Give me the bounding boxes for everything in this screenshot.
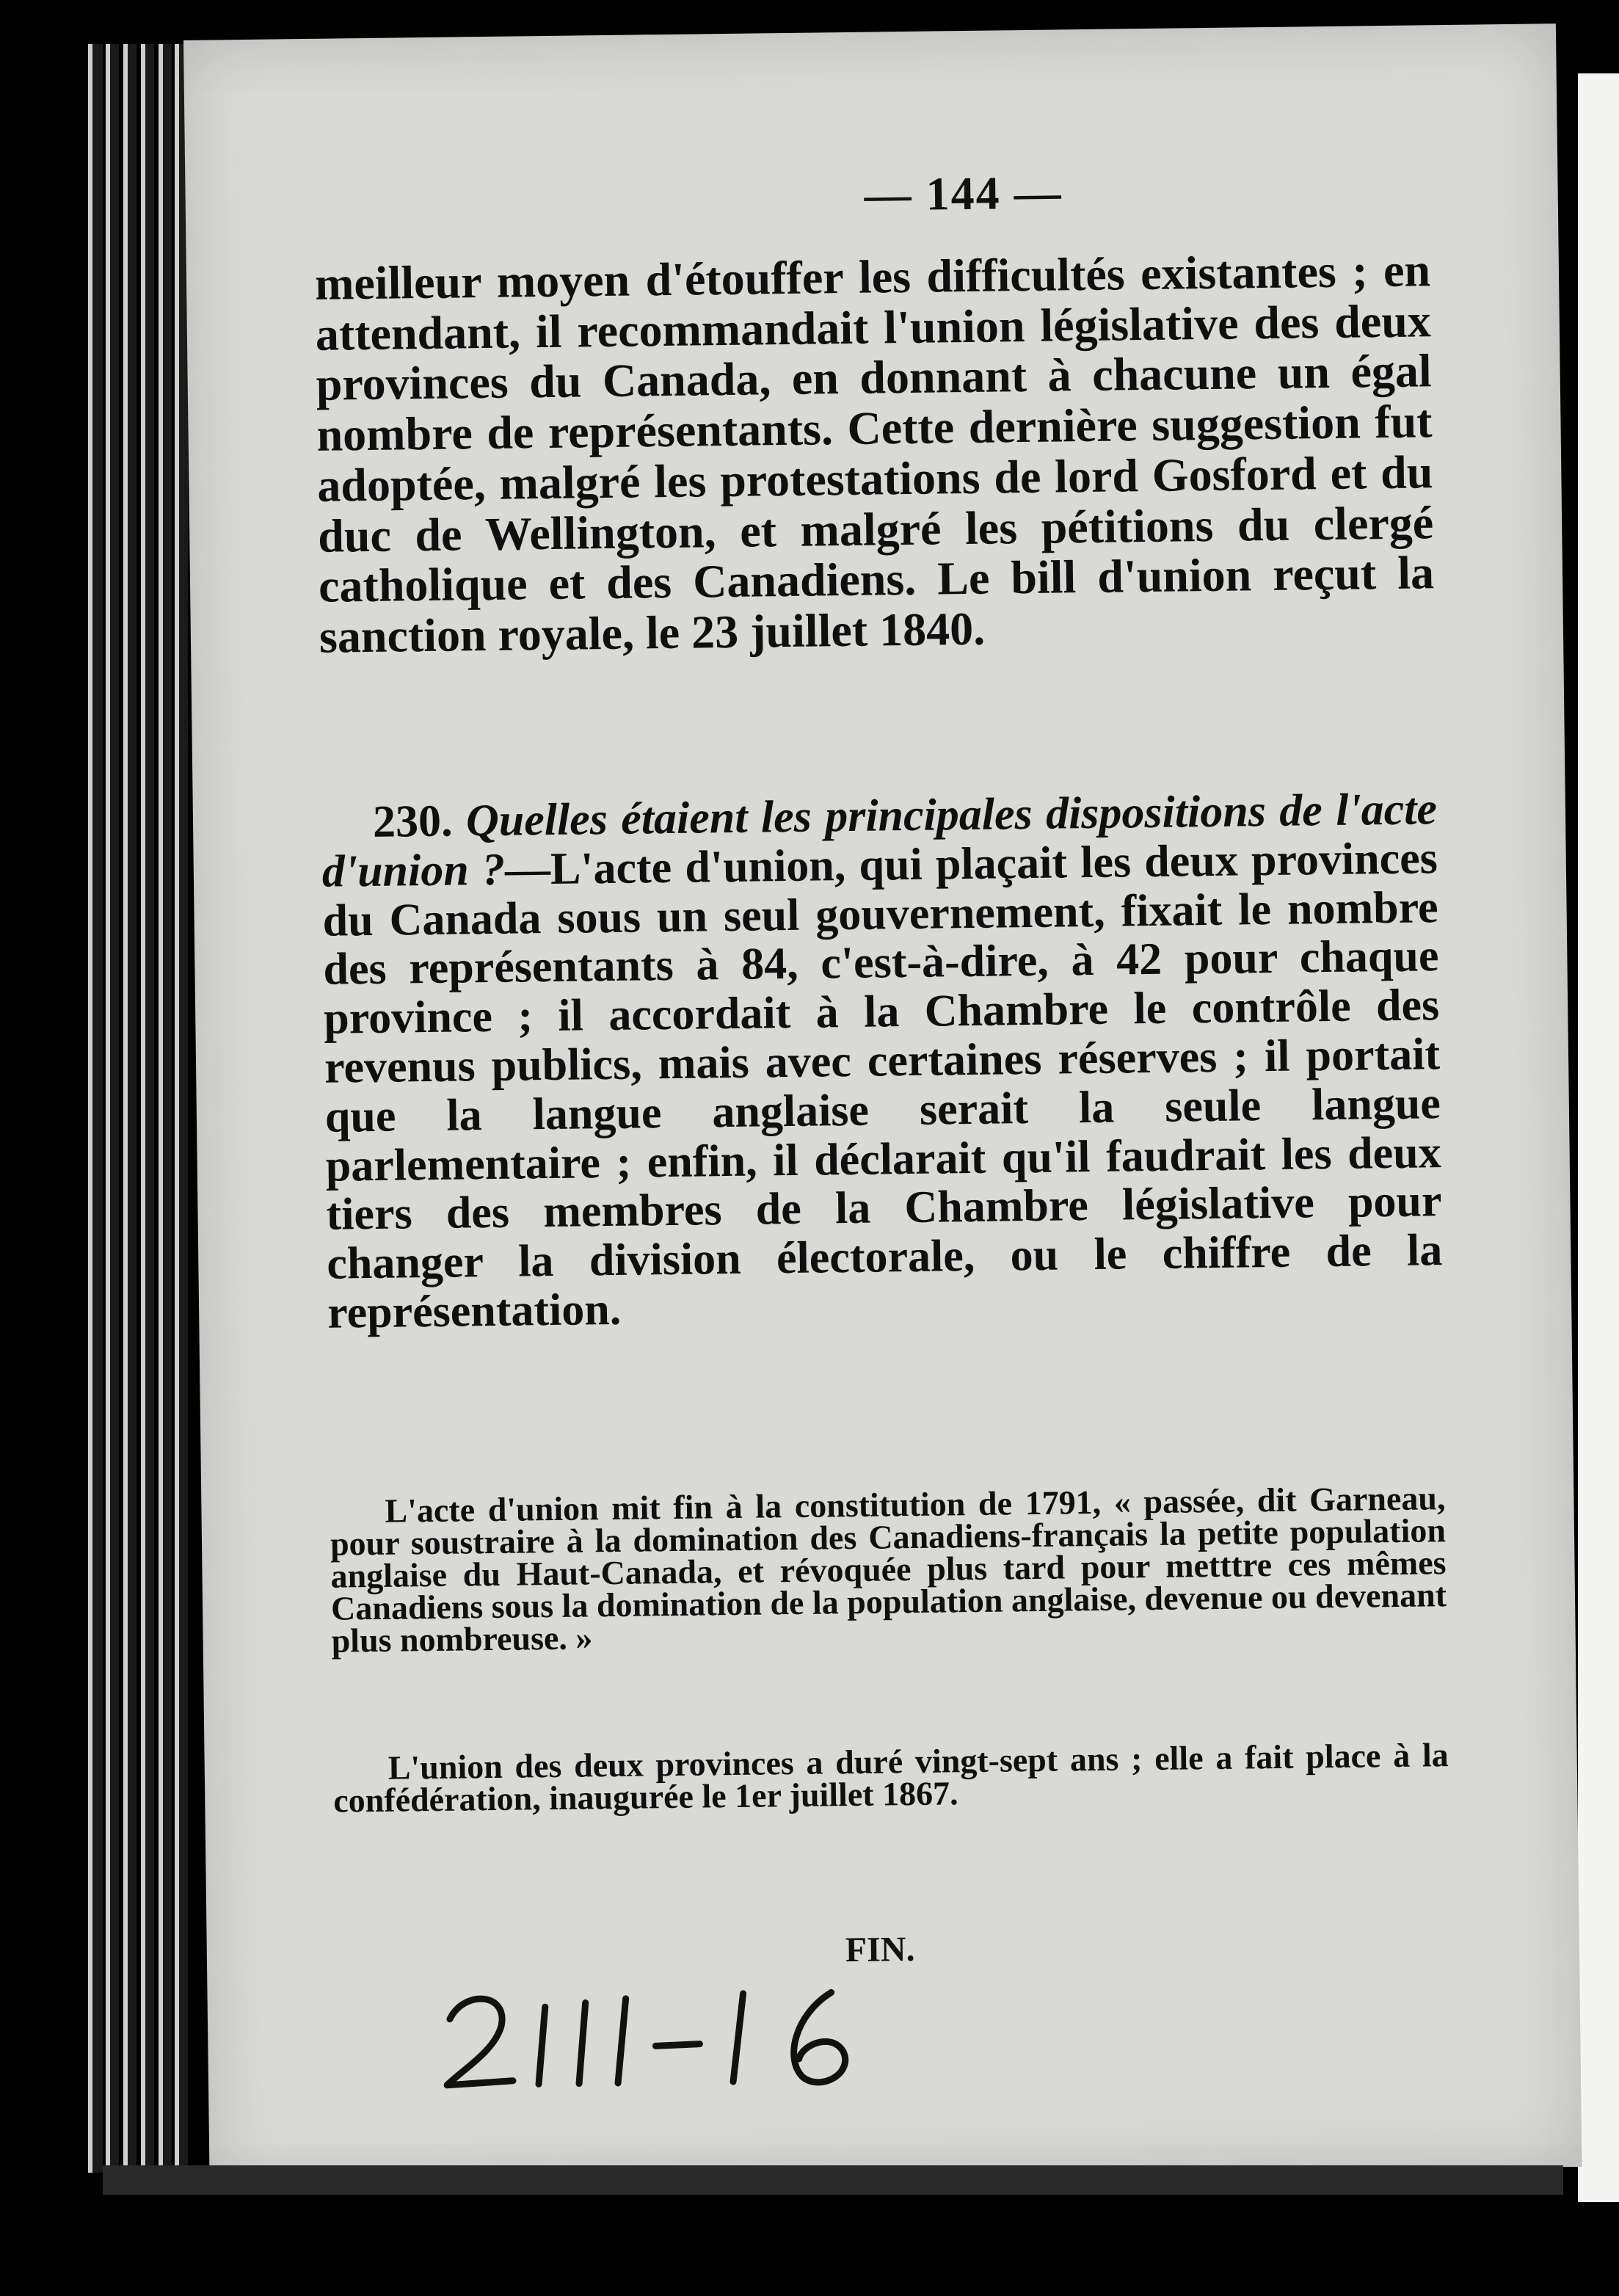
- page-edge: [88, 44, 103, 2173]
- page-edge: [175, 44, 188, 2173]
- page-number: — 144 —: [864, 166, 1063, 221]
- answer-text: —L'acte d'union, qui plaçait les deux provinces du Canada sous un seul gouvernement, fixait le nombre des représentants à 84, c'est-à-dire, à 42 pour chaque province ; il accordait à la Chambre le contrôle des revenus publics, mais avec certaines réserves ; il portait que la langue anglaise serait la seule langue parlementaire ; enfin, il déclarait qu'il faudrait les deux tiers des membres de la Chambre législative pour changer la division électorale, ou le chiffre de la représentation.: [322, 833, 1443, 1338]
- question-number: 230.: [372, 796, 453, 847]
- page-edge: [123, 44, 137, 2173]
- page-edge: [159, 44, 172, 2173]
- book-page: [183, 23, 1582, 2184]
- page-edge: [106, 44, 119, 2173]
- historical-note-confederation: [333, 1736, 1449, 1820]
- page-bottom-shadow: [103, 2165, 1563, 2195]
- page-edge: [141, 44, 154, 2173]
- adjacent-page-edge: [1578, 73, 1619, 2202]
- handwritten-note: [420, 1969, 935, 2101]
- historical-note-garneau: [330, 1479, 1447, 1660]
- fin-marker: FIN.: [845, 1930, 915, 1970]
- note-1-text: L'acte d'union mit fin à la constitution de 1791, « passée, dit Garneau, pour soustraire à la domination des Canadiens-français la petite population anglaise du Haut-Canada, et révoquée plus tard pour metttre ces mêmes Canadiens sous la domination de la population anglaise, devenue ou devenant plus nombreuse. »: [330, 1479, 1447, 1660]
- question-text: Quelles étaient les principales dispositions de l'acte d'union ?: [321, 784, 1438, 897]
- question-230: [321, 785, 1444, 1337]
- paragraph-intro: meilleur moyen d'étouffer les difficultés existantes ; en attendant, il recommandait l'union législative des deux provinces du Canada, en donnant à chacune un égal nombre de représentants. Cette dernière suggestion fut adoptée, malgré les protestations de lord Gosford et du duc de Wellington, et malgré les pétitions du clergé catholique et des Canadiens. Le bill d'union reçut la sanction royale, le 23 juillet 1840.: [314, 244, 1435, 663]
- note-2-text: L'union des deux provinces a duré vingt-sept ans ; elle a fait place à la confédération, inaugurée le 1er juillet 1867.: [333, 1736, 1449, 1820]
